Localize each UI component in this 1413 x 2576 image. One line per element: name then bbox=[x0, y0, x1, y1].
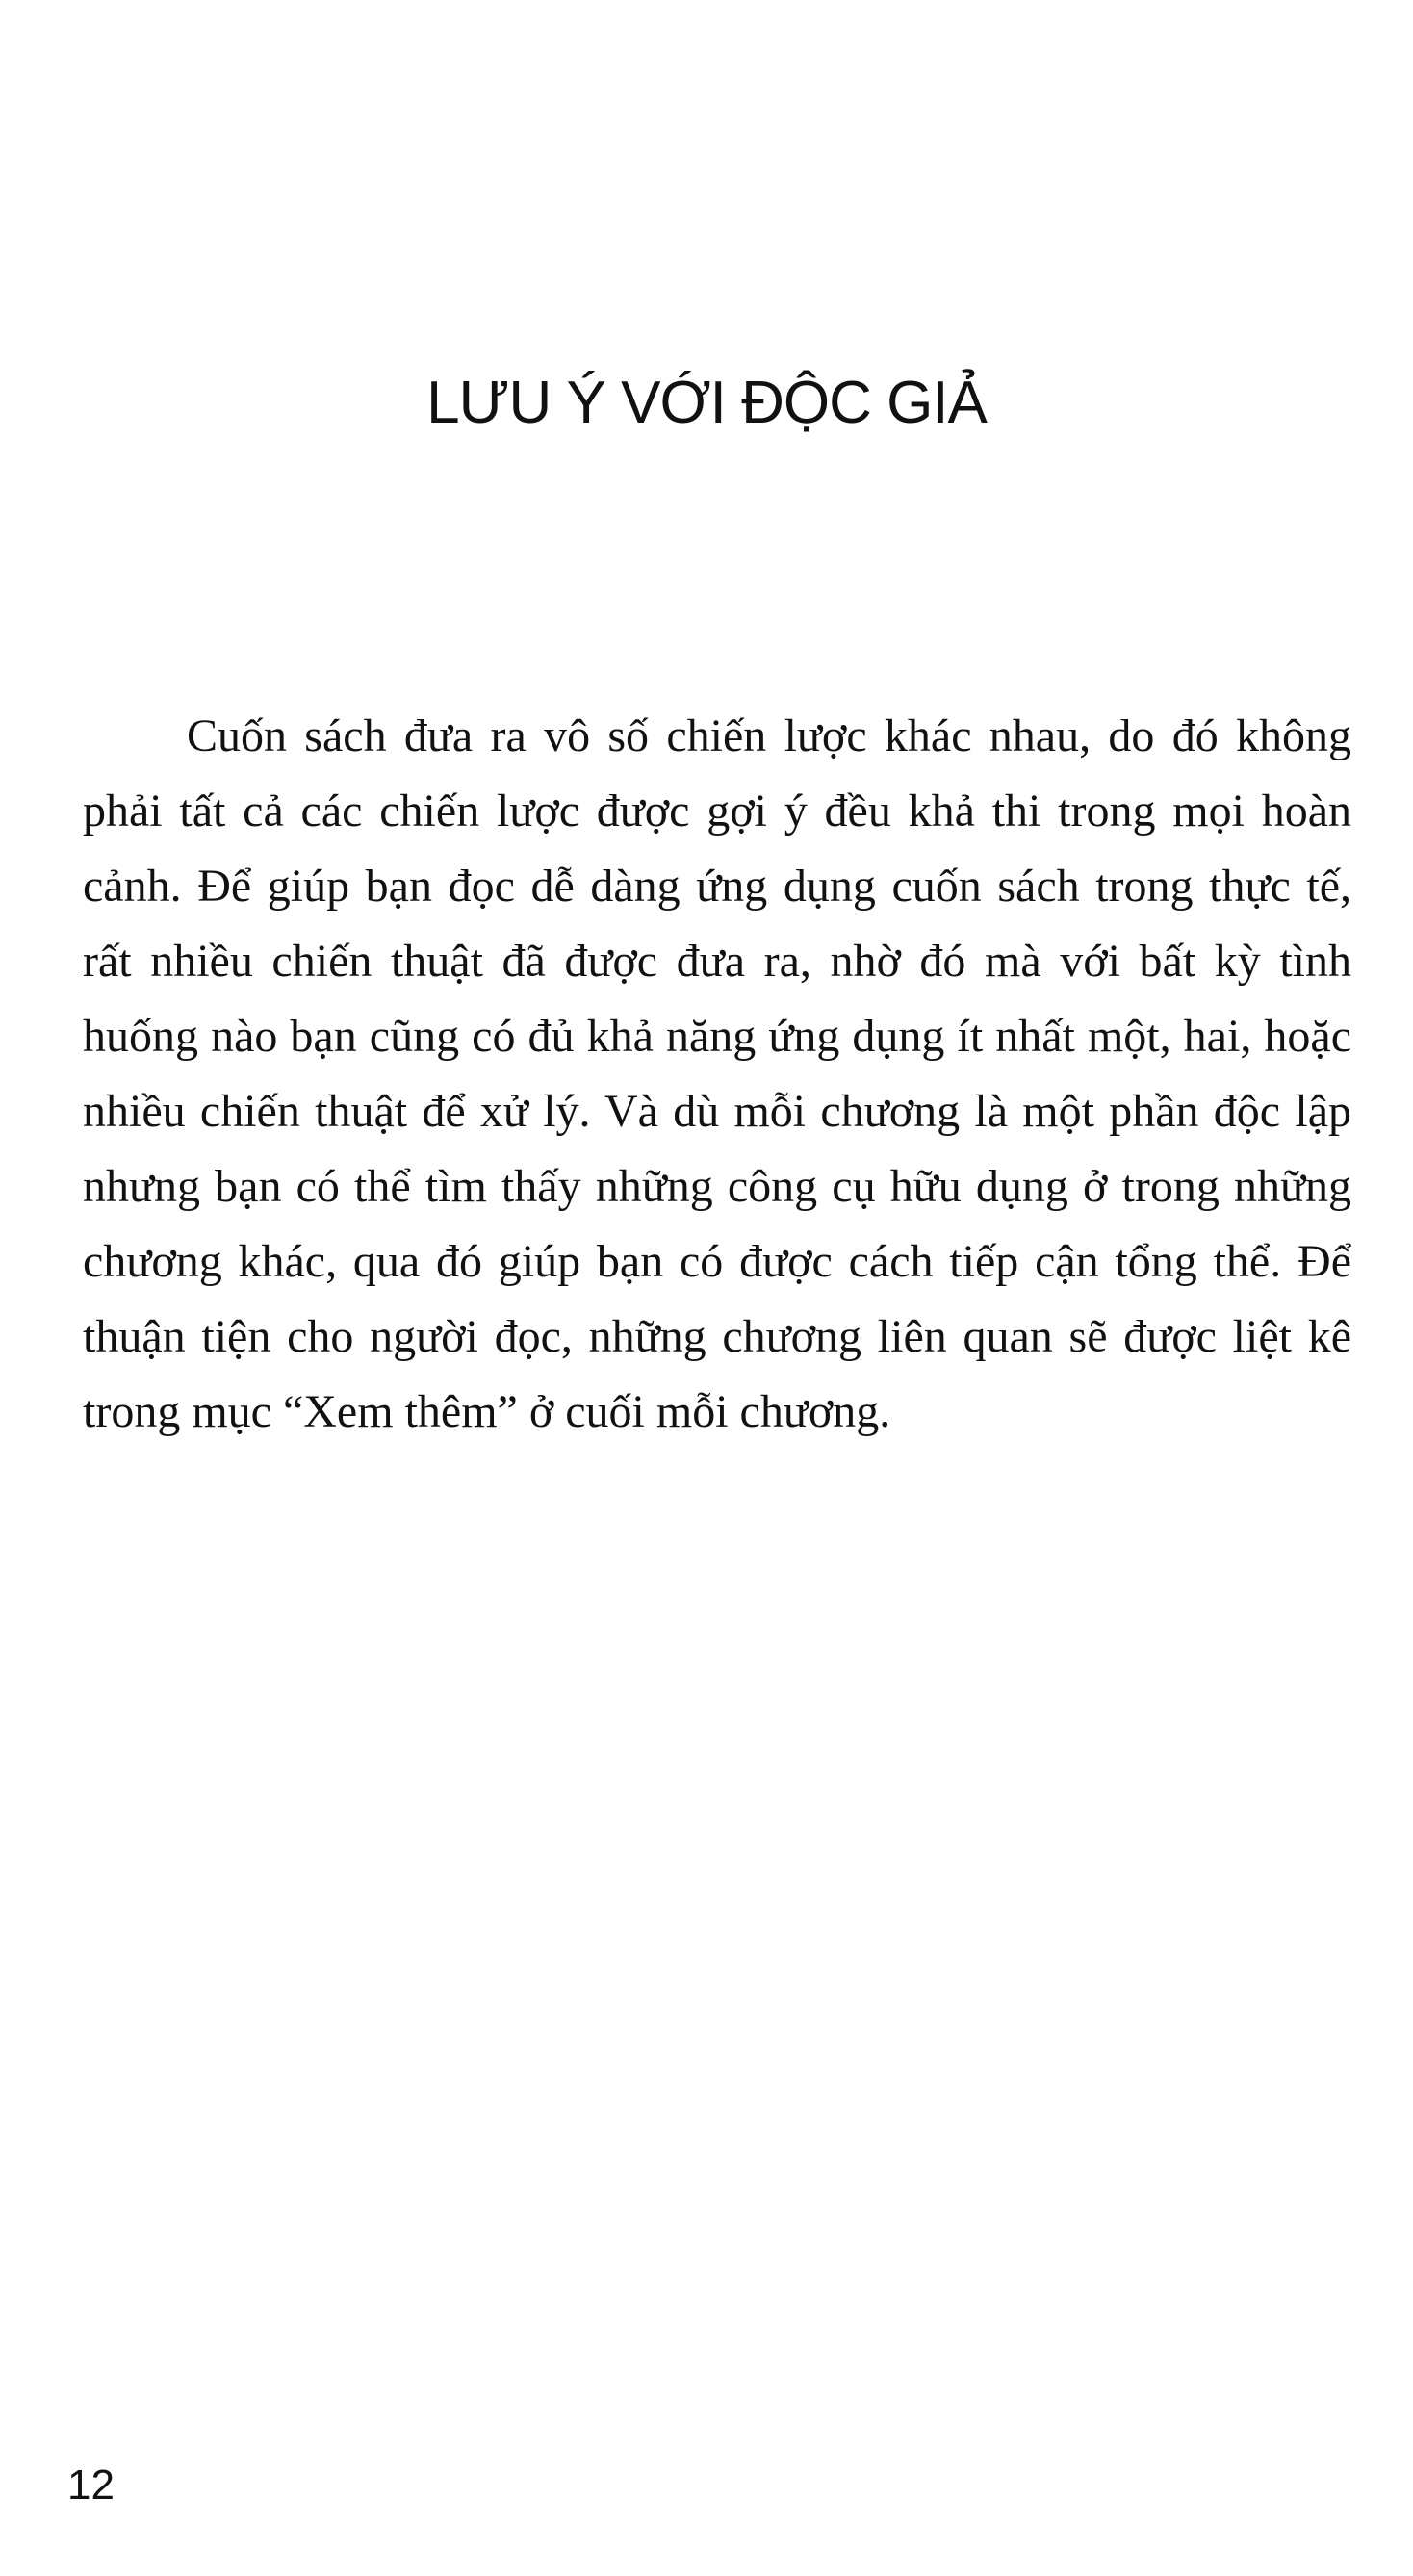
page-number: 12 bbox=[67, 2461, 115, 2509]
page-title: LƯU Ý VỚI ĐỘC GIẢ bbox=[426, 370, 987, 436]
body-paragraph: Cuốn sách đưa ra vô số chiến lược khác nhau, do đó không phải tất cả các chiến lược được gợi ý đều khả thi trong mọi hoàn cảnh. Để giúp bạn đọc dễ dàng ứng dụng cuốn sách trong thực tế, rất nhiều chiến thuật đã được đưa ra, nhờ đó mà với bất kỳ tình huống nào bạn cũng có đủ khả năng ứng dụng ít nhất một, hai, hoặc nhiều chiến thuật để xử lý. Và dù mỗi chương là một phần độc lập nhưng bạn có thể tìm thấy những công cụ hữu dụng ở trong những chương khác, qua đó giúp bạn có được cách tiếp cận tổng thể. Để thuận tiện cho người đọc, những chương liên quan sẽ được liệt kê trong mục “Xem thêm” ở cuối mỗi chương. bbox=[83, 710, 1351, 1437]
